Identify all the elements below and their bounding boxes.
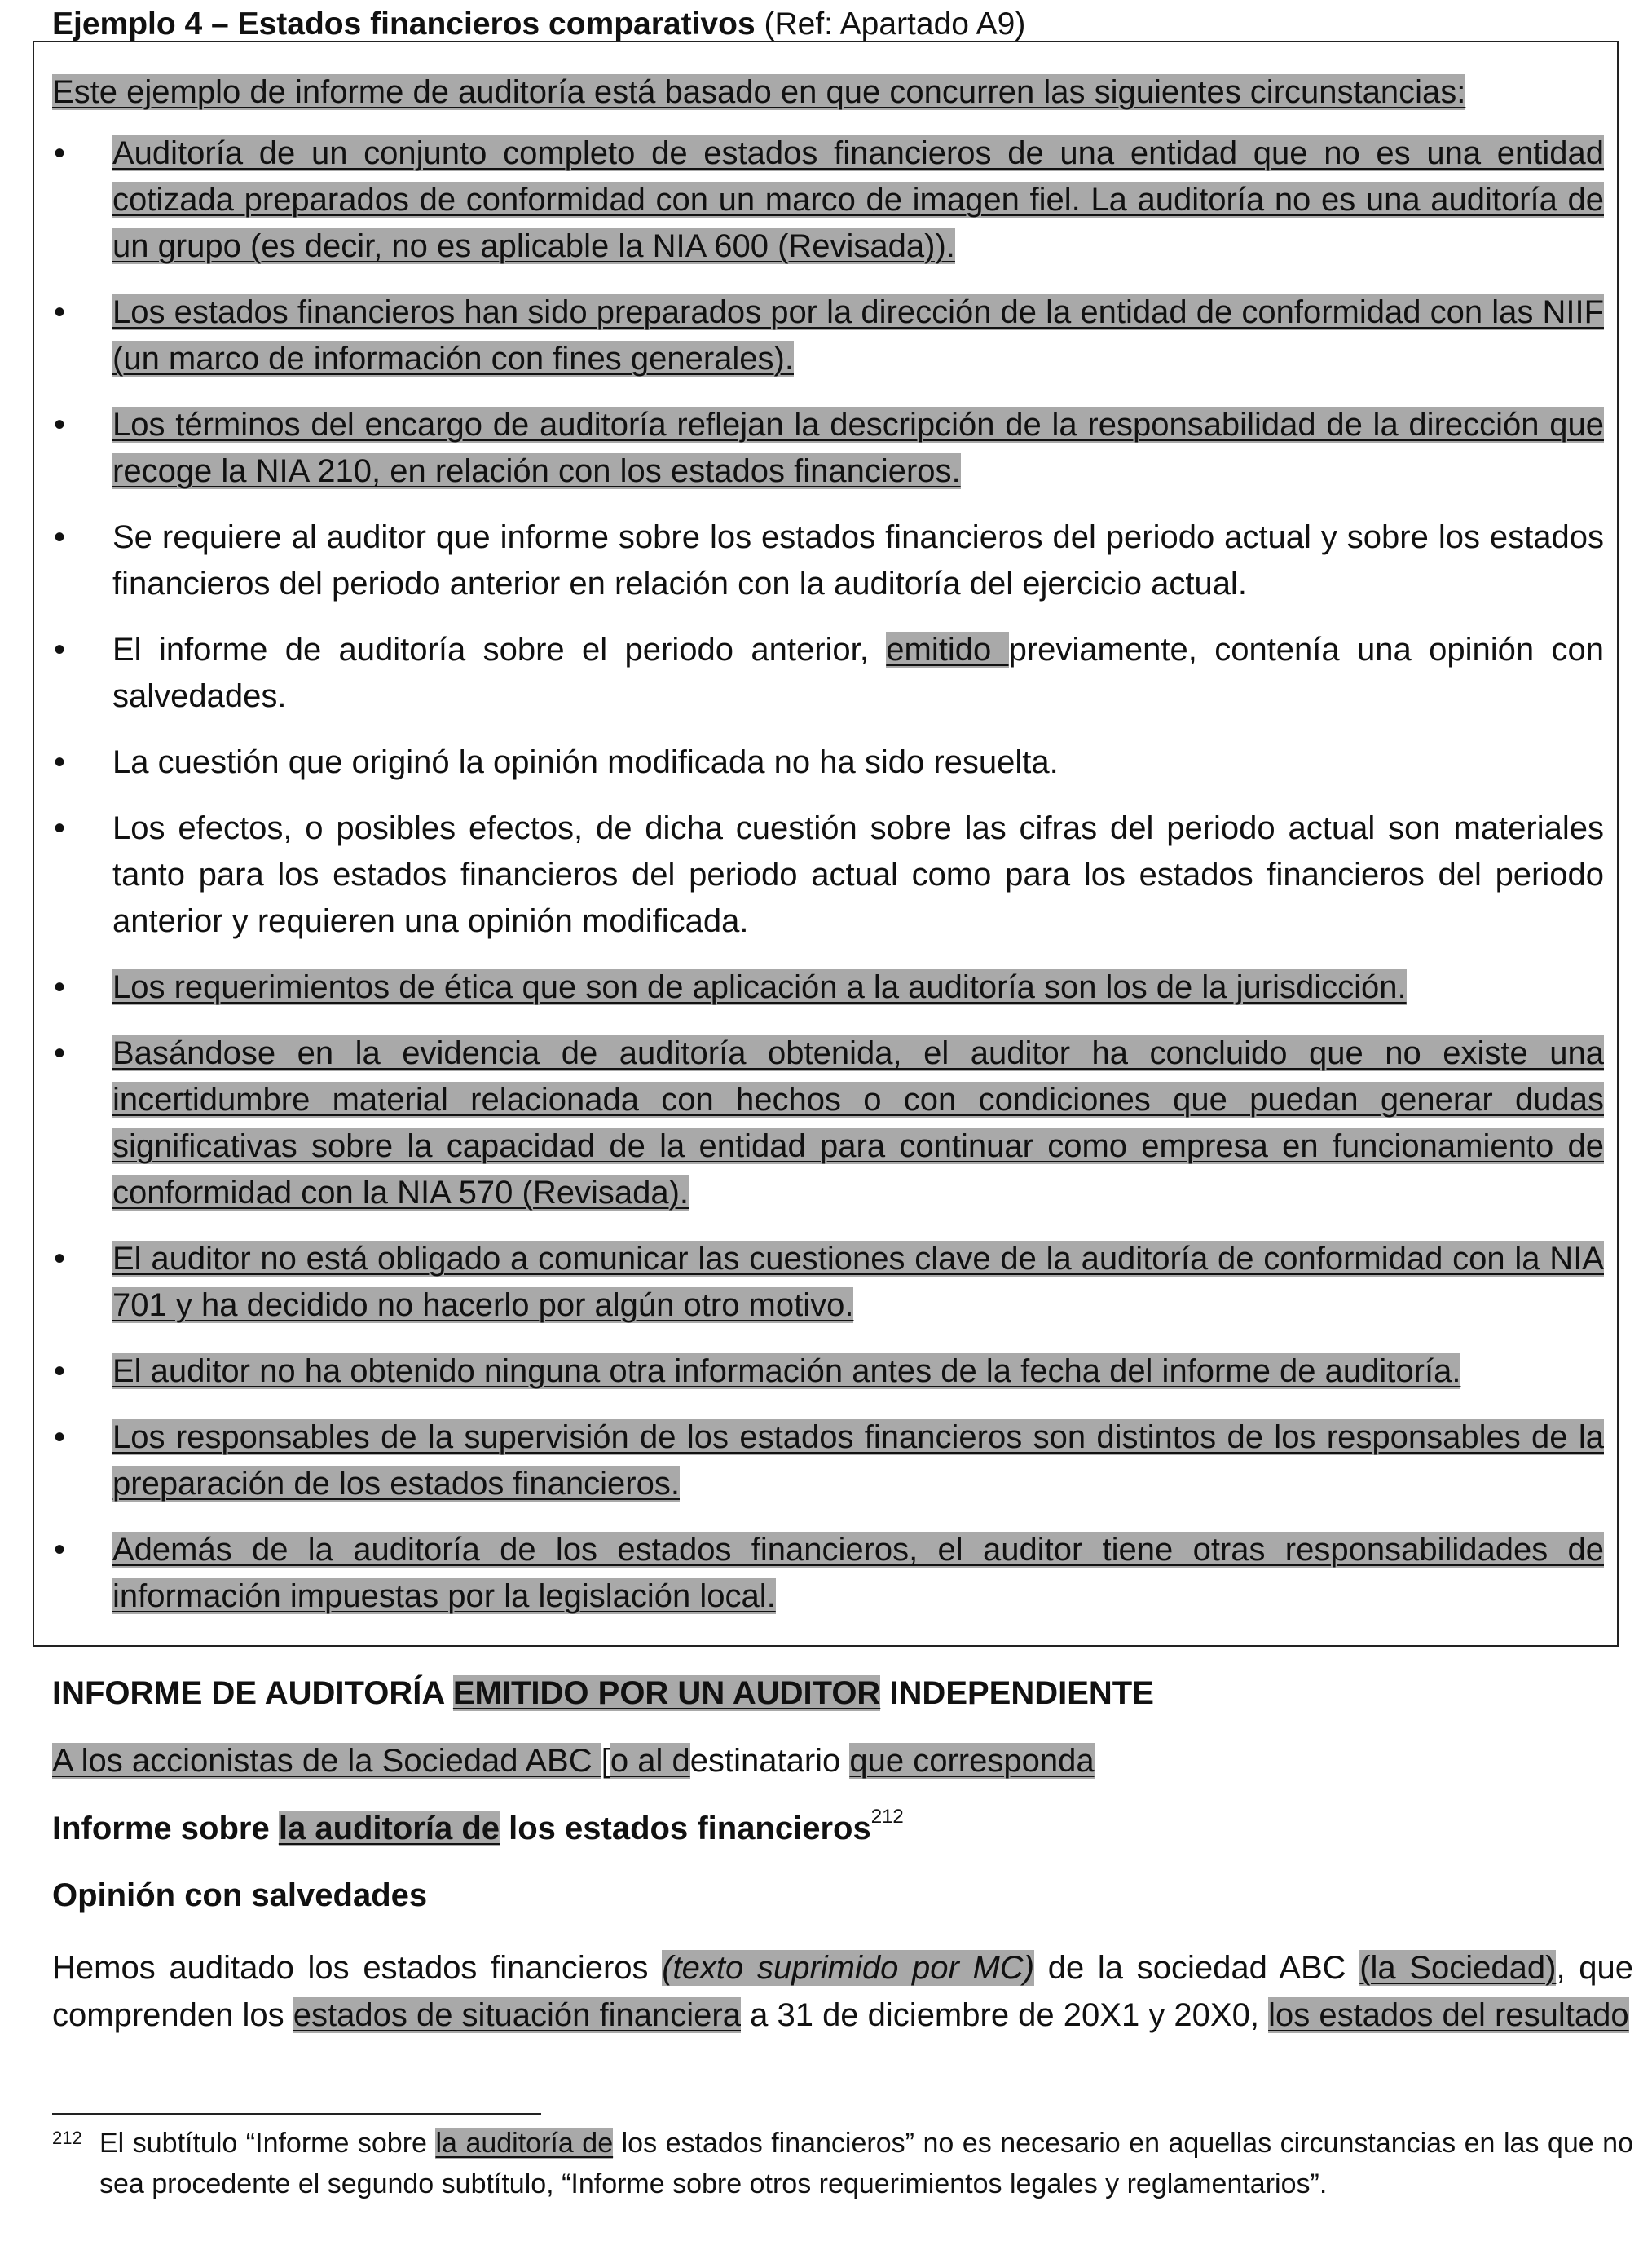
report-heading-highlight: EMITIDO POR UN AUDITOR [452, 1675, 881, 1711]
list-item-text-highlight: emitido [886, 632, 1009, 668]
circumstances-intro [52, 68, 1465, 116]
list-item-text: El auditor no está obligado a comunicar las cuestiones clave de la auditoría de conformidad con la NIA 701 y ha decidido no hacerlo por algún otro motivo. [112, 1241, 1604, 1323]
footnote-text-highlight: la auditoría de [435, 2128, 614, 2159]
bullet-marker: • [54, 519, 66, 555]
bullet-marker: • [54, 135, 66, 171]
list-item-text: Auditoría de un conjunto completo de estados financieros de una entidad que no es una entidad cotizada preparados de conformidad con un marco de imagen fiel. La auditoría no es una auditoría de un grupo (es decir, no es aplicable la NIA 600 (Revisada)). [112, 135, 1604, 264]
list-item [52, 130, 1604, 270]
para-text-2: de la sociedad ABC [1034, 1950, 1360, 1986]
addressee-bracket: [ [601, 1743, 610, 1779]
list-item-text: Los estados financieros han sido preparados por la dirección de la entidad de conformidad con las NIIF (un marco de información con fines generales). [112, 294, 1604, 377]
subtitle-highlight: la auditoría de [278, 1811, 500, 1846]
bullet-marker: • [54, 407, 66, 443]
para-italic-note: (texto suprimido por MC) [662, 1950, 1035, 1986]
addressee-mid: estinatario [689, 1743, 850, 1779]
list-item-text: El auditor no ha obtenido ninguna otra información antes de la fecha del informe de auditoría. [112, 1353, 1461, 1389]
addressee-highlight-3: que corresponda [849, 1743, 1095, 1779]
bullet-marker: • [54, 294, 66, 330]
list-item-text-pre: El informe de auditoría sobre el periodo anterior, [112, 632, 887, 668]
list-item-text-post: previamente, contenía una opinión con salvedades. [112, 632, 1605, 714]
footnote-text-post: los estados financieros” no es necesario en aquellas circunstancias en las que no sea procedente el segundo subtítulo, “Informe sobre otros requerimientos legales y reglamentarios”. [99, 2128, 1633, 2199]
bullet-marker: • [54, 810, 66, 846]
para-highlight-3: los estados del resultado [1268, 1997, 1629, 2033]
report-heading [52, 1670, 1633, 1717]
footnote-number: 212 [52, 2128, 82, 2148]
list-item-text: Los responsables de la supervisión de los estados financieros son distintos de los responsables de la preparación de los estados financieros. [112, 1419, 1604, 1502]
bullet-marker: • [54, 1532, 66, 1568]
bullet-marker: • [54, 1241, 66, 1277]
subtitle-pre: Informe sobre [52, 1811, 279, 1846]
footnote-text [99, 2123, 1633, 2204]
list-item [52, 739, 1604, 786]
bullet-marker: • [54, 969, 66, 1005]
example-title-bold: Ejemplo 4 – Estados financieros comparativos [52, 7, 756, 42]
addressee-highlight-2: o al d [610, 1743, 690, 1779]
bullet-marker: • [54, 1035, 66, 1071]
report-heading-post: INDEPENDIENTE [880, 1675, 1154, 1711]
para-text-1: Hemos auditado los estados financieros [52, 1950, 663, 1986]
list-item [52, 805, 1604, 945]
para-highlight-1: (la Sociedad) [1359, 1950, 1557, 1986]
opinion-heading: Opinión con salvedades [52, 1877, 428, 1913]
list-item [52, 1527, 1604, 1620]
footnote [52, 2123, 1633, 2204]
report-heading-pre: INFORME DE AUDITORÍA [52, 1675, 453, 1711]
bullet-marker: • [54, 744, 66, 780]
list-item [52, 627, 1604, 720]
list-item-text: Los requerimientos de ética que son de aplicación a la auditoría son los de la jurisdicción. [112, 969, 1407, 1005]
bullet-marker: • [54, 1353, 66, 1389]
list-item [52, 1414, 1604, 1507]
list-item-text: Los términos del encargo de auditoría reflejan la descripción de la responsabilidad de la dirección que recoge la NIA 210, en relación con los estados financieros. [112, 407, 1604, 489]
para-text-4: a 31 de diciembre de 20X1 y 20X0, [740, 1997, 1269, 2033]
footnote-text-pre: El subtítulo “Informe sobre [99, 2128, 436, 2159]
list-item [52, 1348, 1604, 1395]
list-item-text: La cuestión que originó la opinión modificada no ha sido resuelta. [112, 744, 1059, 780]
addressee-line [52, 1737, 1633, 1784]
list-item-text: Los efectos, o posibles efectos, de dicha cuestión sobre las cifras del periodo actual son materiales tanto para los estados financieros del periodo actual como para los estados financieros del periodo anterior y requieren una opinión modificada. [112, 810, 1604, 939]
footnote-reference: 212 [870, 1806, 904, 1828]
list-item-text: Basándose en la evidencia de auditoría obtenida, el auditor ha concluido que no existe una incertidumbre material relacionada con hechos o con condiciones que puedan generar dudas significativas sobre la capacidad de la entidad para continuar como empresa en funcionamiento de conformidad con la NIA 570 (Revisada). [112, 1035, 1604, 1211]
list-item-text: Se requiere al auditor que informe sobre los estados financieros del periodo actual y sobre los estados financieros del periodo anterior en relación con la auditoría del ejercicio actual. [112, 519, 1604, 602]
para-text-3: , que comprenden los [52, 1950, 1633, 2033]
example-title-ref: (Ref: Apartado A9) [755, 7, 1026, 42]
bullet-marker: • [54, 1419, 66, 1455]
list-item-text: Además de la auditoría de los estados financieros, el auditor tiene otras responsabilidades de información impuestas por la legislación local. [112, 1532, 1604, 1614]
list-item [52, 1030, 1604, 1216]
circumstances-list [52, 130, 1604, 1639]
bullet-marker: • [54, 632, 66, 668]
list-item [52, 514, 1604, 607]
subtitle-report-on-audit [52, 1805, 1633, 1852]
opinion-paragraph [52, 1944, 1633, 2039]
circumstances-intro-text: Este ejemplo de informe de auditoría está basado en que concurren las siguientes circunstancias: [52, 74, 1466, 110]
example-title [52, 5, 1025, 44]
para-highlight-2: estados de situación financiera [293, 1997, 741, 2033]
addressee-highlight-1: A los accionistas de la Sociedad ABC [52, 1743, 601, 1779]
list-item [52, 402, 1604, 495]
footnote-separator [52, 2113, 541, 2115]
subtitle-post: los estados financieros [500, 1811, 871, 1846]
list-item [52, 964, 1604, 1011]
list-item [52, 289, 1604, 382]
list-item [52, 1236, 1604, 1329]
